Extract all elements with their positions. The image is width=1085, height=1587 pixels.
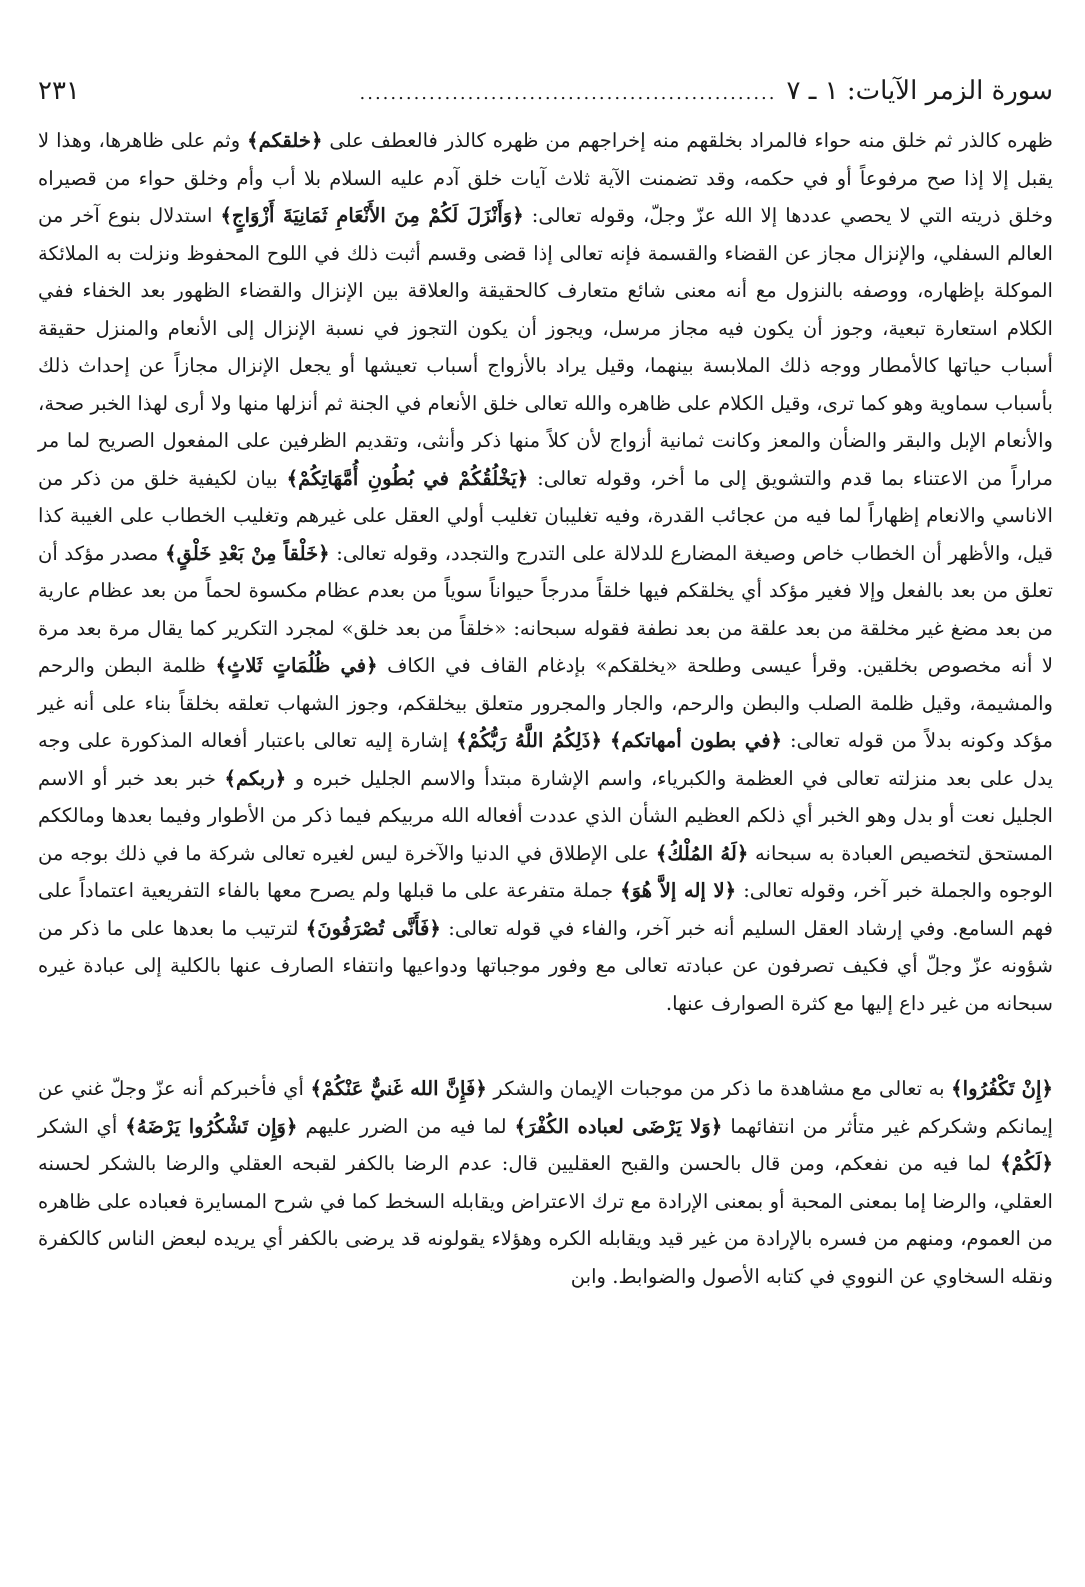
- quran-quote: ﴿وَلا يَرْضَى لعباده الكُفْرَ﴾: [514, 1114, 723, 1138]
- running-header: [38, 70, 1053, 112]
- quran-quote: ﴿لَكُمْ﴾: [1000, 1152, 1053, 1175]
- commentary-text: أي الشكر: [38, 1114, 118, 1138]
- quran-quote: ﴿في بطون أمهاتكم﴾: [609, 729, 783, 752]
- quran-quote: ﴿يَخْلُقُكُمْ في بُطُونِ أُمَّهَاتِكُمْ﴾: [286, 466, 529, 490]
- quran-quote: ﴿وَأَنْزَلَ لَكُمْ مِنَ الأَنْعَامِ ثَمَانِيَةَ أَزْوَاجٍ﴾: [220, 204, 524, 227]
- commentary-text: لما فيه من الضرر عليهم: [305, 1114, 507, 1138]
- commentary-text: لما فيه من نفعكم، ومن قال بالحسن والقبح العقليين قال: عدم الرضا بالكفر لقبحه العقلي والرضا بالشكر لحسنه العقلي، والرضا إما بمعنى المحبة أو بمعنى الإرادة مع ترك الاعتراض ويقابله السخط كما في شرح المسايرة فعباده على ظاهره من العموم، ومنهم من فسره بالإرادة من غير قيد ويقابله الكره وهؤلاء يقولونه قد يرضى بالكفر أي يريده لبعض الناس كالكفرة ونقله السخاوي عن النووي في كتابه الأصول والضوابط. وابن: [38, 1152, 1053, 1288]
- quran-quote: ﴿لا إله إلاَّ هُوَ﴾: [620, 879, 737, 902]
- commentary-text: لترتيب ما بعدها على ما ذكر من شؤونه عزّ وجلّ أي فكيف تصرفون عن عبادته تعالى مع وفور موجباتها ودواعيها وانتفاء الصارف عنها بالكلية إلى عبادة غيره سبحانه من غير داع إليها مع كثرة الصوارف عنها.: [38, 916, 1053, 1015]
- commentary-text: استدلال بنوع آخر من العالم السفلي، والإنزال مجاز عن القضاء والقسمة فإنه تعالى إذا قضى وقسم أثبت ذلك في اللوح المحفوظ ونزلت به الملائكة الموكلة بإظهاره، ووصفه بالنزول مع أنه معنى شائع متعارف كالحقيقة والعلاقة بين الإنزال والقضاء الظهور بعد الخفاء ففي الكلام استعارة تبعية، وجوز أن يكون فيه مجاز مرسل، ويجوز أن يكون التجوز في نسبة الإنزال إلى الأنعام والمنزل حقيقة أسباب حياتها كالأمطار ووجه ذلك الملابسة بينهما، وقيل يراد بالأزواج أسباب تعيشها أو يجعل الإنزال مجازاً عن إحداث ذلك بأسباب سماوية وهو كما ترى، وقيل الكلام على ظاهره والله تعالى خلق الأنعام في الجنة ثم أنزلها منها ولا أرى لهذا الخبر صحة، والأنعام الإبل والبقر والضأن والمعز وكانت ثمانية أزواج لأن كلاً منها ذكر وأنثى، وتقديم الظرفين على المفعول الصريح لما مر مراراً من الاعتناء بما قدم والتشويق إلى ما أخر، وقوله تعالى:: [38, 204, 1054, 490]
- commentary-paragraph-2: [38, 1070, 1053, 1295]
- commentary-paragraph-1: [38, 122, 1053, 1022]
- commentary-text: أي فأخبركم أنه عزّ وجلّ غني عن إيمانكم وشكركم غير متأثر من انتفائهما: [38, 1077, 1054, 1138]
- page-number: ٢٣١: [38, 76, 80, 106]
- quran-quote: ﴿ربكم﴾: [224, 766, 287, 790]
- quran-quote: ﴿وَإِن تَشْكُرُوا يَرْضَهُ﴾: [125, 1114, 298, 1138]
- commentary-text: به تعالى مع مشاهدة ما ذكر من موجبات الإيمان والشكر: [493, 1077, 945, 1100]
- commentary-text: وثم على ظاهرها، وهذا لا يقبل إلا إذا صح مرفوعاً أو في حكمه، وقد تضمنت الآية ثلاث آيات خلق آدم عليه السلام بلا أب وأم وخلق حواء من قصيراه وخلق ذريته التي لا يحصي عددها إلا الله عزّ وجلّ، وقوله تعالى:: [38, 129, 1053, 227]
- quran-quote: ﴿إِنْ تَكْفُرُوا﴾: [951, 1077, 1053, 1100]
- commentary-text: على الإطلاق في الدنيا والآخرة ليس لغيره تعالى شركة ما في ذلك بوجه من الوجوه والجملة خبر آخر، وقوله تعالى:: [38, 841, 1053, 902]
- commentary-text: مصدر مؤكد أن تعلق من بعد بالفعل وإلا فغير مؤكد أي يخلقكم فيها خلقاً مدرجاً حيواناً سوياً من بعدم عظام مكسوة لحماً من بعد عظام عارية من بعد مضغ غير مخلقة من بعد علقة من بعد نطفة فقوله سبحانه: «خلقاً من بعد خلق» لمجرد التكرير كما يقال مرة بعد مرة لا أنه مخصوص بخلقين. وقرأ عيسى وطلحة «يخلقكم» بإدغام القاف في الكاف: [38, 541, 1054, 677]
- commentary-text: بيان لكيفية خلق من ذكر من الاناسي والانعام إظهاراً لما فيه من عجائب القدرة، وفيه تغليبان تغليب أولي العقل على غيرهم وتغليب الخطاب على الغيبة كذا قيل، والأظهر أن الخطاب خاص وصيغة المضارع للدلالة على التدرج والتجدد، وقوله تعالى:: [38, 466, 1053, 565]
- commentary-text: إشارة إليه تعالى باعتبار أفعاله المذكورة على وجه يدل على بعد منزلته تعالى في العظمة والكبرياء، واسم الإشارة مبتدأ والاسم الجليل خبره و: [38, 729, 1053, 790]
- quran-quote: ﴿خَلْقاً مِنْ بَعْدِ خَلْقٍ﴾: [165, 541, 330, 565]
- commentary-text: خبر بعد خبر أو الاسم الجليل نعت أو بدل وهو الخبر أي ذلكم العظيم الشأن الذي عددت أفعاله الله مربيكم فيما ذكر من الأطوار وفيما بعدها ومالككم المستحق لتخصيص العبادة به سبحانه: [38, 766, 1053, 865]
- quran-quote: ﴿فَإِنَّ الله غَنيٌّ عَنْكُمْ﴾: [310, 1077, 487, 1100]
- quran-quote: ﴿ذَلِكُمُ اللَّهُ رَبُّكُمْ﴾: [456, 729, 602, 752]
- commentary-text: جملة متفرعة على ما قبلها ولم يصرح معها بالفاء التفريعية اعتماداً على فهم السامع. وفي إرشاد العقل السليم أنه خبر آخر، والفاء في قوله تعالى:: [38, 879, 1053, 940]
- surah-title: سورة الزمر الآيات: ١ ـ ٧: [786, 76, 1053, 106]
- quran-quote: ﴿فَأَنَّى تُصْرَفُونَ﴾: [305, 916, 441, 940]
- leader-dots: ......................................................: [359, 83, 777, 104]
- quran-quote: ﴿خلقكم﴾: [247, 129, 323, 152]
- quran-quote: ﴿في ظُلُمَاتٍ ثَلاثٍ﴾: [215, 654, 378, 677]
- book-page: [38, 70, 1053, 1295]
- commentary-text: ظلمة البطن والرحم والمشيمة، وقيل ظلمة الصلب والبطن والرحم، والجار والمجرور متعلق بيخلقكم، وجوز الشهاب تعلقه بخلقاً بناء على أنه غير مؤكد وكونه بدلاً من قوله تعالى:: [38, 654, 1054, 752]
- commentary-text: ظهره كالذر ثم خلق منه حواء فالمراد بخلقهم منه إخراجهم من ظهره كالذر فالعطف على: [329, 129, 1053, 152]
- quran-quote: ﴿لَهُ المُلْكُ﴾: [655, 841, 749, 865]
